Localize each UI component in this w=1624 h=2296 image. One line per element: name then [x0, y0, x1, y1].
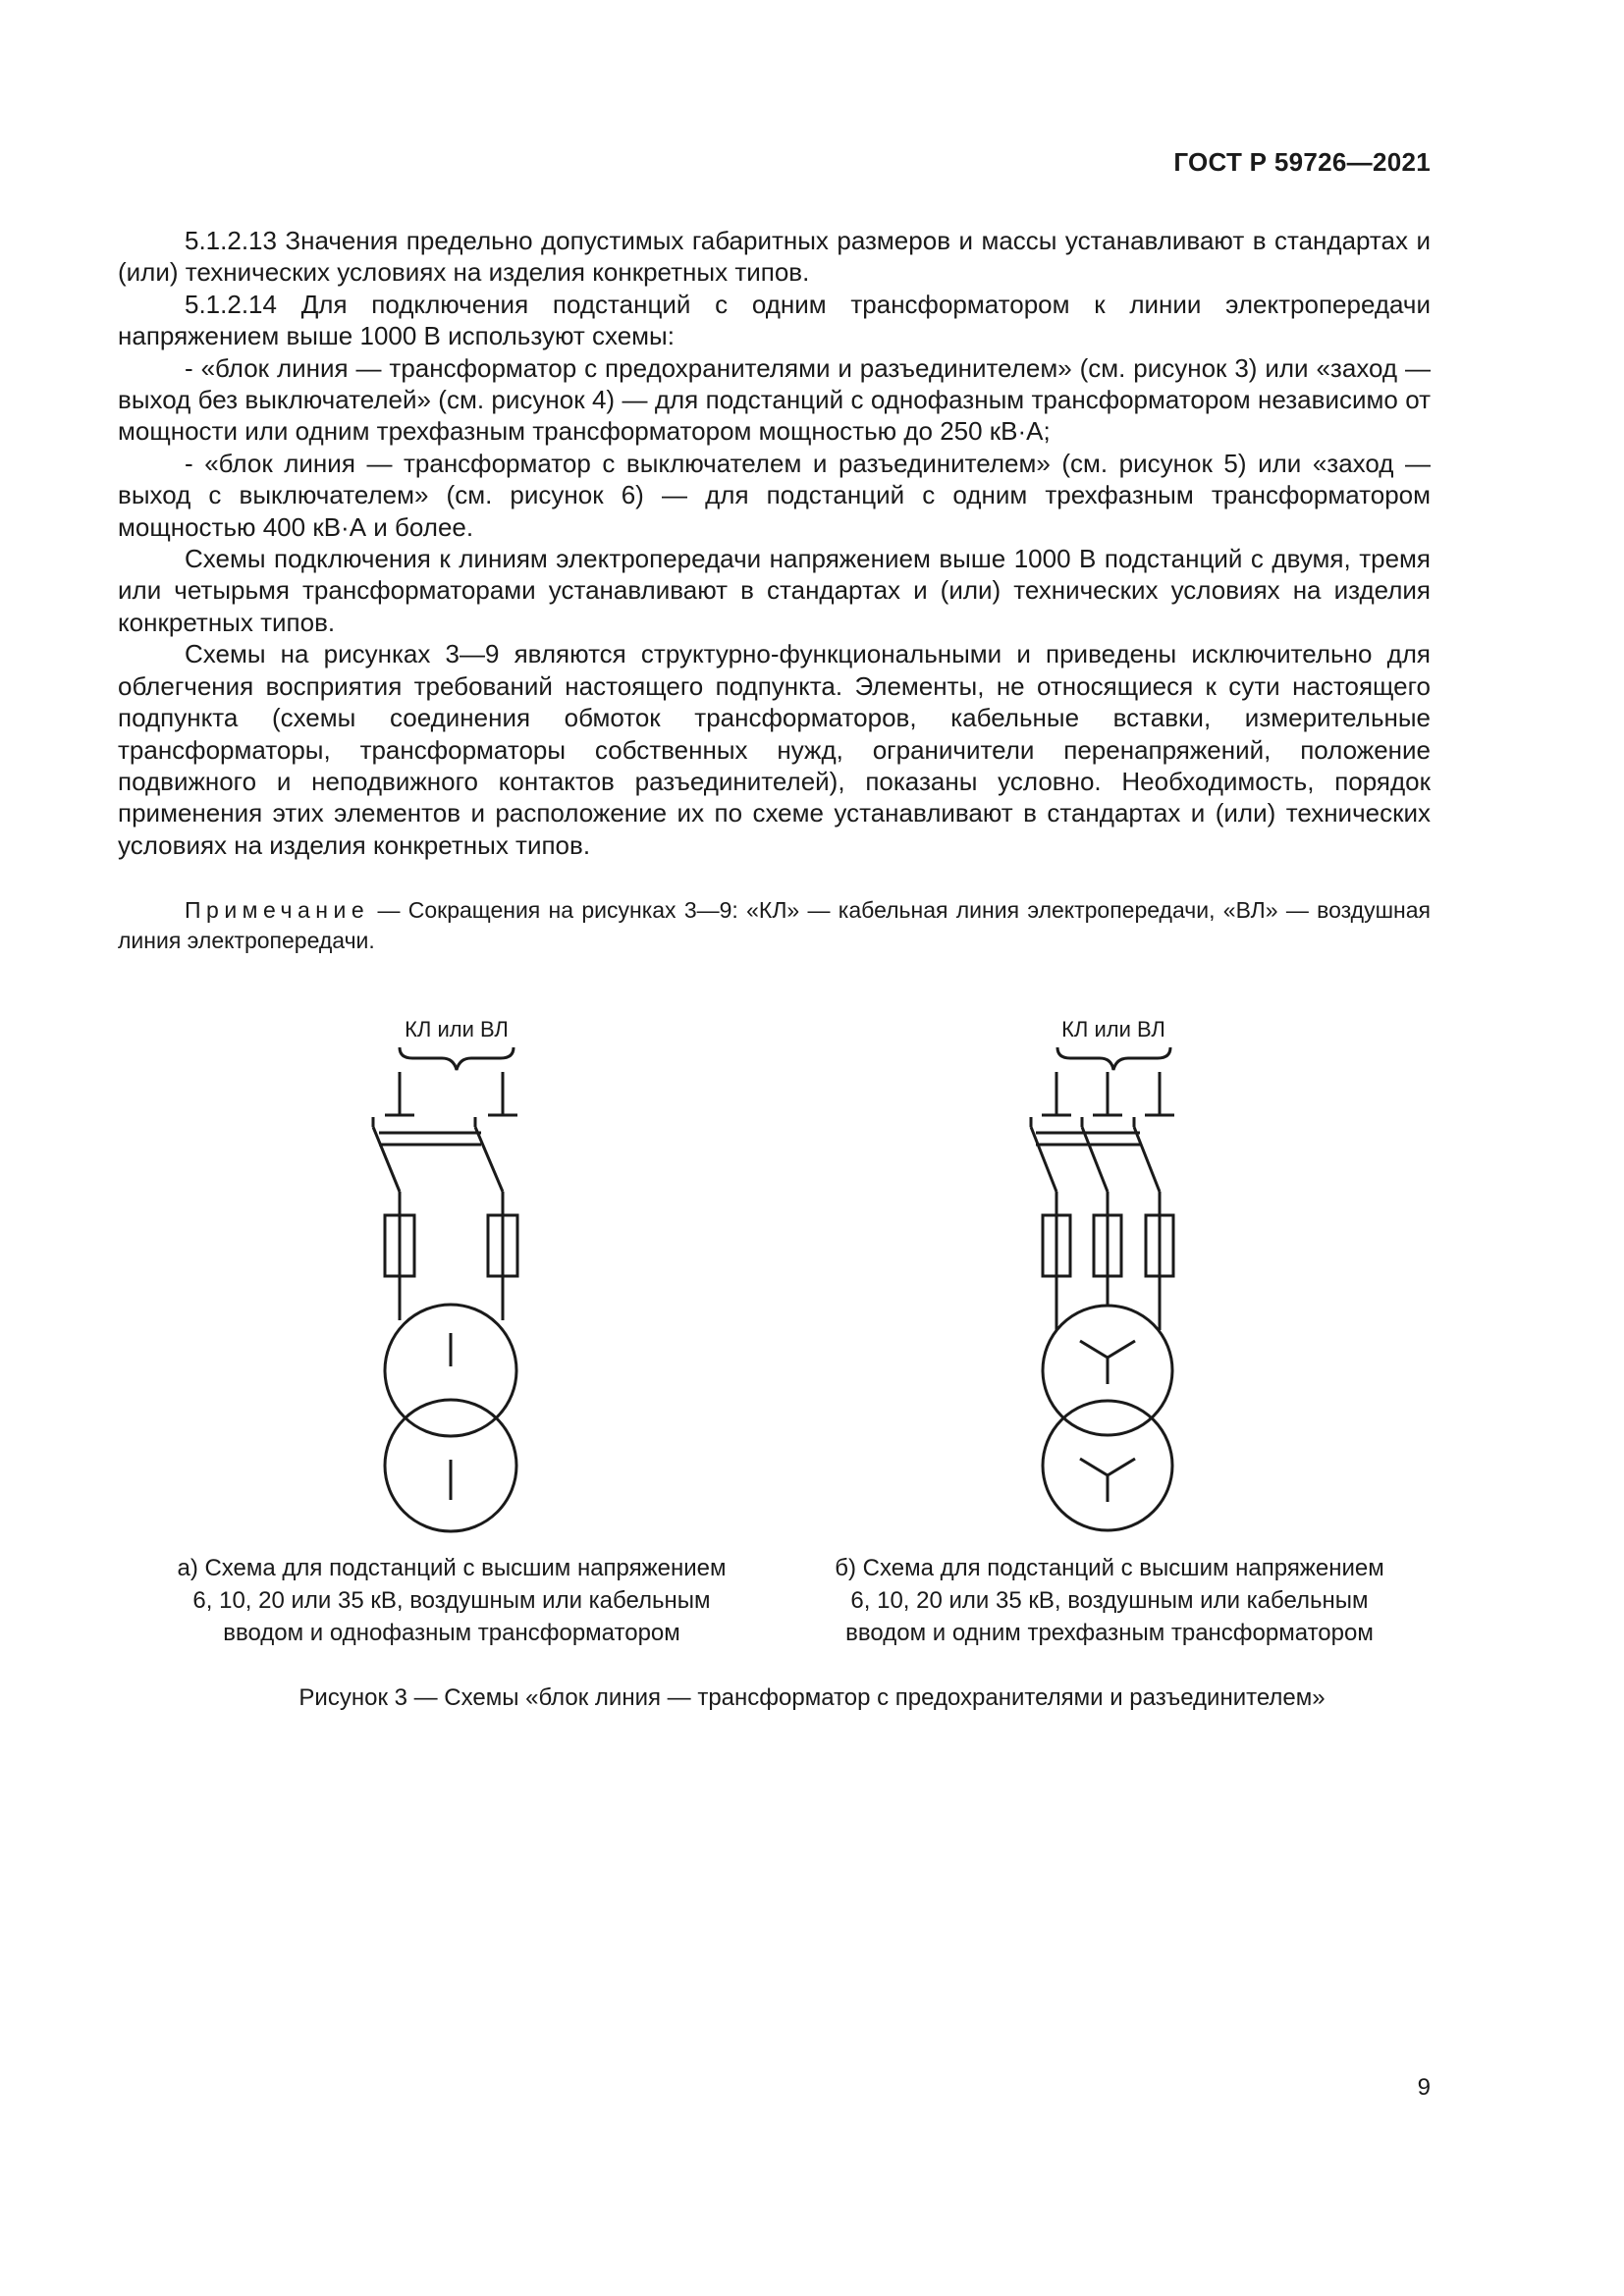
line-label-a: КЛ или ВЛ — [405, 1017, 509, 1041]
note-text: — Сокращения на рисунках 3—9: «КЛ» — кабельная линия электропередачи, «ВЛ» — воздушная линия электропередачи. — [118, 897, 1431, 953]
figure-title: Рисунок 3 — Схемы «блок линия — трансформатор с предохранителями и разъединителем» — [298, 1684, 1326, 1711]
paragraph-5-1-2-13: 5.1.2.13 Значения предельно допустимых габаритных размеров и массы устанавливают в стандартах и (или) технических условиях на изделия конкретных типов. — [118, 226, 1431, 288]
note-label: Примечание — [185, 897, 370, 923]
diagram-b — [1031, 1047, 1174, 1530]
list-item: - «блок линия — трансформатор с выключателем и разъединителем» (см. рисунок 5) или «заход — выход с выключателем» (см. рисунок 6) — для подстанций с одним трехфазным трансформатором мощностью 400 кВ·А и более. — [118, 448, 1431, 542]
diagram-a — [373, 1047, 517, 1531]
caption-b: б) Схема для подстанций с высшим напряжением 6, 10, 20 или 35 кВ, воздушным или кабельным вводом и одним трехфазным трансформатором — [835, 1555, 1384, 1646]
brace-b — [1057, 1047, 1170, 1070]
page-number: 9 — [1417, 2074, 1431, 2101]
brace-a — [400, 1047, 514, 1070]
paragraph-5-1-2-14: 5.1.2.14 Для подключения подстанций с одним трансформатором к линии электропередачи напряжением выше 1000 В используют схемы: — [118, 289, 1431, 351]
list-item: - «блок линия — трансформатор с предохранителями и разъединителем» (см. рисунок 3) или «заход — выход без выключателей» (см. рисунок 4) — для подстанций с однофазным трансформатором независимо от мощности или одним трехфазным трансформатором мощностью до 250 кВ·А; — [118, 352, 1431, 447]
caption-a: а) Схема для подстанций с высшим напряжением 6, 10, 20 или 35 кВ, воздушным или кабельным вводом и однофазным трансформатором — [177, 1555, 727, 1646]
paragraph: Схемы на рисунках 3—9 являются структурно-функциональными и приведены исключительно для облегчения восприятия требований настоящего подпункта. Элементы, не относящиеся к сути настоящего подпункта (схемы соединения обмоток трансформаторов, кабельные вставки, измерительные трансформаторы, трансформаторы собственных нужд, ограничители перенапряжений, положение подвижного и неподвижного контактов разъединителей), показаны условно. Необходимость, порядок применения этих элементов и расположение их по схеме устанавливают в стандартах и (или) технических условиях на изделия конкретных типов. — [118, 639, 1431, 860]
line-label-b: КЛ или ВЛ — [1061, 1017, 1165, 1041]
document-code: ГОСТ Р 59726—2021 — [1173, 147, 1431, 177]
paragraph: Схемы подключения к линиям электропередачи напряжением выше 1000 В подстанций с двумя, тремя или четырьмя трансформаторами устанавливают в стандартах и (или) технических условиях на изделия конкретных типов. — [118, 544, 1431, 637]
